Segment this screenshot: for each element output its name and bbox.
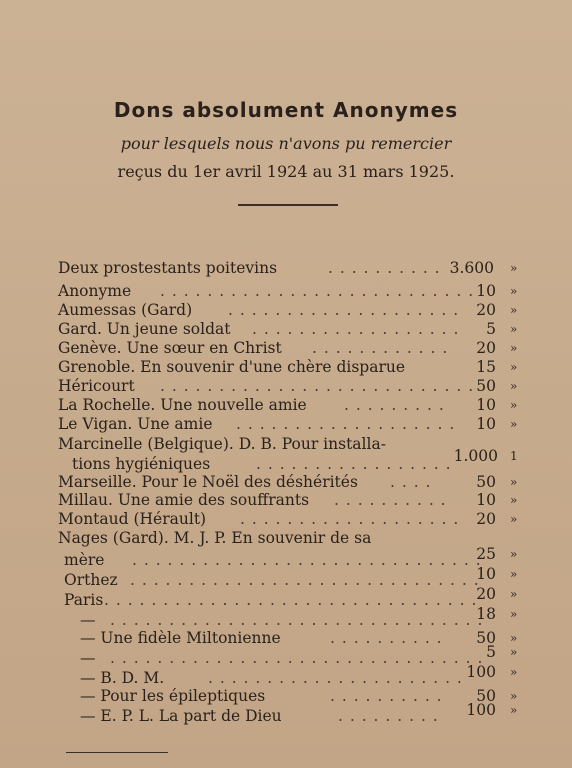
donation-amount: 10 [476,415,496,433]
date-range: reçus du 1er avril 1924 au 31 mars 1925. [117,162,455,181]
donation-amount: 100 [466,701,496,719]
donation-amount: 20 [476,301,496,319]
donation-row [0,300,572,320]
donor-label: — B. D. M. [80,669,165,687]
donation-amount: 50 [476,473,496,491]
ditto-mark: » [510,607,518,621]
donation-amount: 50 [476,687,496,705]
donation-row [0,319,572,339]
donation-row [0,376,572,396]
donor-label: Grenoble. En souvenir d'une chère disparue [58,358,406,376]
page-subtitle: pour lesquels nous n'avons pu remercier [120,134,452,153]
donor-label: Marseille. Pour le Noël des déshérités [58,473,358,491]
donor-label: Millau. Une amie des souffrants [58,491,310,509]
donation-row [0,663,572,688]
donation-amount: 10 [476,565,496,583]
donation-row [0,414,572,434]
leader-dots: . . . . . . . . . . . . . . . . . . . . [228,301,460,319]
leader-dots: . . . . . . . . . . . . . . . . . . . . . . . . . . . . . . . . [110,649,484,667]
ditto-mark: » [510,417,518,431]
donation-amount: 15 [476,358,496,376]
donor-label: — [80,611,96,629]
ditto-mark: » [510,665,518,679]
ditto-mark: » [510,261,518,275]
leader-dots: . . . . . . . . . . . . . . . . . . . . . . [208,669,463,687]
ditto-mark: » [510,547,518,561]
leader-dots: . . . . . . . . . [338,707,439,725]
donor-label: Anonyme [58,282,132,300]
donor-label: Orthez [64,571,118,589]
ditto-mark: » [510,703,518,717]
donation-amount: 20 [476,510,496,528]
ditto-mark: » [510,493,518,507]
donor-label: Nages (Gard). M. J. P. En souvenir de sa [58,529,372,547]
donation-amount: 18 [476,605,496,623]
donation-row [0,509,572,529]
leader-dots: . . . . . . . . . . . . . . . . . . . . . . . . . . . . . . [130,571,480,589]
ditto-mark: » [510,587,518,601]
leader-dots: . . . . . . . . . . . . . . . . . . [252,320,460,338]
donation-amount: 5 [486,643,496,661]
donation-amount: 20 [476,585,496,603]
ditto-mark: » [510,398,518,412]
donation-row [0,338,572,358]
donation-amount: 10 [476,396,496,414]
leader-dots: . . . . . . . . . . . . . . . . . . . [240,510,460,528]
donor-label: — [80,649,96,667]
leader-dots: . . . . . . . . . . . . . . . . . . . . . . . . . . . [160,377,475,395]
footer-divider [66,752,168,753]
leader-dots: . . . . [390,473,432,491]
donation-row [0,281,572,301]
donor-label: — Pour les épileptiques [80,687,266,705]
donation-row [0,472,572,492]
leader-dots: . . . . . . . . . . . . . . . . . . . [236,415,456,433]
donation-amount: 20 [476,339,496,357]
ditto-mark: » [510,631,518,645]
ditto-mark: » [510,645,518,659]
ditto-mark: » [510,284,518,298]
donor-label: Paris [64,591,104,609]
donor-label: Héricourt [58,377,135,395]
ditto-mark: » [510,689,518,703]
donation-row [0,701,572,726]
leader-dots: . . . . . . . . . . . . [312,339,449,357]
donation-amount: 5 [486,320,496,338]
donation-amount: 50 [476,629,496,647]
donation-amount: 50 [476,377,496,395]
leader-dots: . . . . . . . . . . . . . . . . . . . . . . . . . . . . . . . . [110,611,484,629]
ditto-mark: » [510,322,518,336]
donation-amount: 25 [476,545,496,563]
leader-dots: . . . . . . . . . . [330,687,443,705]
donation-row [0,357,572,377]
ditto-mark: » [510,360,518,374]
leader-dots: . . . . . . . . . . [328,259,441,277]
donation-row [0,605,572,630]
donor-label: tions hygiéniques [72,455,211,473]
leader-dots: . . . . . . . . . . . . . . . . . . . . . . . . . . . . . . [132,551,482,569]
donation-row [0,395,572,415]
donation-row [0,447,572,474]
page-title: Dons absolument Anonymes [113,98,459,122]
donation-row [0,258,572,278]
donor-label: — E. P. L. La part de Dieu [80,707,282,725]
leader-dots: . . . . . . . . . . [334,491,447,509]
leader-dots: . . . . . . . . . . . . . . . . . . . . . . . . . . . [160,282,475,300]
donor-label: Gard. Un jeune soldat [58,320,231,338]
donor-label: Marcinelle (Belgique). D. B. Pour installa- [58,435,386,453]
donor-label: Le Vigan. Une amie [58,415,213,433]
footnote-mark: 1 [510,449,518,463]
ditto-mark: » [510,379,518,393]
ditto-mark: » [510,303,518,317]
donor-label: — Une fidèle Miltonienne [80,629,281,647]
donor-label: mère [64,551,105,569]
donation-amount: 100 [466,663,496,681]
donor-label: Genève. Une sœur en Christ [58,339,282,357]
leader-dots: . . . . . . . . . . . . . . . . . . . . . . . . . . . . . . . . [104,591,478,609]
leader-dots: . . . . . . . . . [344,396,445,414]
donation-row [0,490,572,510]
donor-label: Deux prostestants poitevins [58,259,278,277]
donor-label: Aumessas (Gard) [58,301,193,319]
ditto-mark: » [510,475,518,489]
donation-amount: 10 [476,491,496,509]
leader-dots: . . . . . . . . . . . . . . . . . [256,455,452,473]
donation-amount: 3.600 [449,259,494,277]
ditto-mark: » [510,512,518,526]
leader-dots: . . . . . . . . . . [330,629,443,647]
donation-amount: 1.000 [453,447,498,465]
donor-label: Montaud (Hérault) [58,510,207,528]
donation-amount: 10 [476,282,496,300]
donor-label: La Rochelle. Une nouvelle amie [58,396,307,414]
ditto-mark: » [510,341,518,355]
ditto-mark: » [510,567,518,581]
